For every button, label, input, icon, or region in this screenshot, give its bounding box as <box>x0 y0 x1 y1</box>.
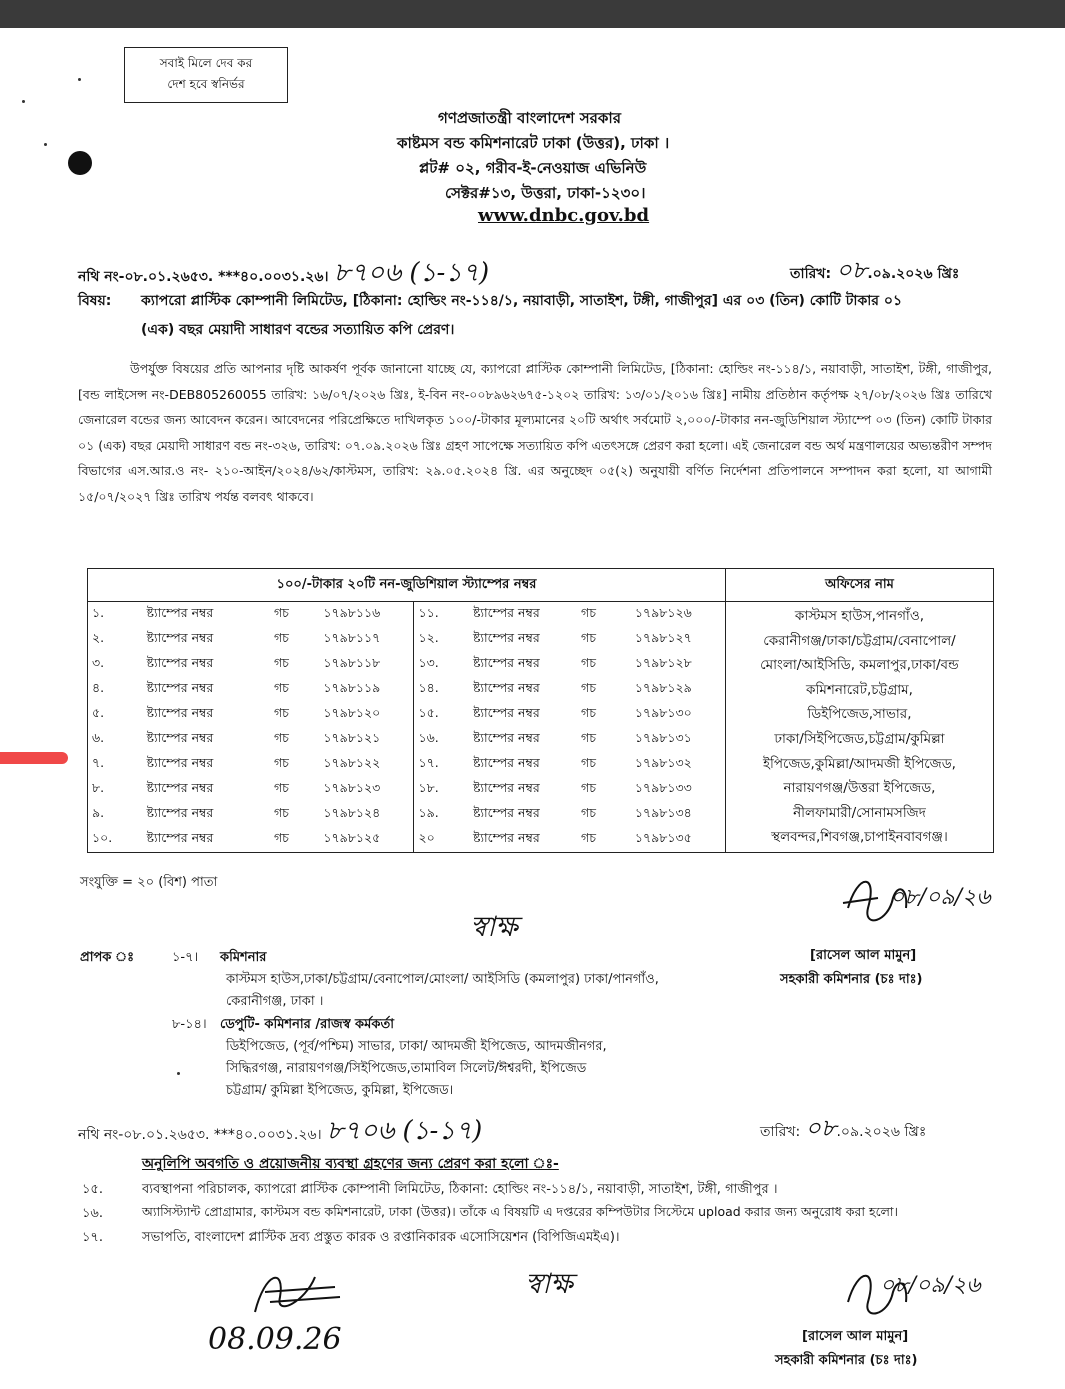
office-address-1: প্লট# ০২, গরীব-ই-নেওয়াজ এভিনিউ <box>419 159 647 177</box>
stamp-serial: ১৯. <box>418 804 439 820</box>
stamp-code: গচ <box>273 679 289 695</box>
stamp-number: ১৭৯৮১৩৩ <box>634 779 692 795</box>
stamp-label: ষ্ট্যাম্পের নম্বর <box>472 729 540 745</box>
signer-1-name: [রাসেল আল মামুন] <box>810 948 917 963</box>
stamp-code: গচ <box>581 779 596 795</box>
stamp-label: ষ্ট্যাম্পের নম্বর <box>146 654 214 670</box>
stamp-label: ষ্ট্যাম্পের নম্বর <box>146 679 214 695</box>
stamp-serial: ২. <box>88 627 143 652</box>
stamp-number: ১৭৯৮১৩১ <box>634 729 692 745</box>
stamp-serial: ১৪. <box>418 679 439 695</box>
subject-line-2: (এক) বছর মেয়াদী সাধারণ বন্ডের সত্যায়িত কপি প্রেরণ। <box>141 322 455 338</box>
stamp-code: গচ <box>581 729 596 745</box>
recipients-group2-line3: চট্টগ্রাম/ কুমিল্লা ইপিজেড, কুমিল্লা, ইপিজেড। <box>226 1083 454 1098</box>
top-status-bar <box>0 0 1065 28</box>
recipients-group2-line2: সিদ্ধিরগঞ্জ, নারায়ণগঞ্জ/সিইপিজেড,তামাবিল সিলেট/ঈশ্বরদী, ইপিজেড <box>226 1061 587 1076</box>
copy-17-text: সভাপতি, বাংলাদেশ প্লাস্টিক দ্রব্য প্রস্তুত কারক ও রপ্তানিকারক এসোসিয়েশন (বিপিজিএমইএ)। <box>142 1230 620 1245</box>
stamp-serial: ৩. <box>88 652 143 677</box>
stamp-number: ১৭৯৮১২৭ <box>634 629 692 645</box>
stamp-number: ১৭৯৮১২২ <box>319 752 414 777</box>
stamp-serial: ৫. <box>88 702 143 727</box>
stamp-number: ১৭৯৮১২৩ <box>319 777 414 802</box>
stamp-label: ষ্ট্যাম্পের নম্বর <box>472 704 540 720</box>
stamp-code: গচ <box>581 704 596 720</box>
copy-15-number: ১৫. <box>82 1182 104 1197</box>
recipients-group2-line1: ডিইপিজেড, (পূর্ব/পশ্চিম) সাভার, ঢাকা/ আদমজী ইপিজেড, আদমজীনগর, <box>226 1039 607 1054</box>
stamp-label: ষ্ট্যাম্পের নম্বর <box>472 679 540 695</box>
stamp-serial: ২০ <box>414 827 469 853</box>
signer-2-name: [রাসেল আল মামুন] <box>802 1329 909 1344</box>
stamp-serial: ১০. <box>88 827 143 853</box>
slogan-line-2: দেশ হবে স্বনির্ভর <box>167 77 245 91</box>
stamp-label: ষ্ট্যাম্পের নম্বর <box>472 654 540 670</box>
table-row <box>88 602 994 628</box>
slogan-line-1: সবাই মিলে দেব কর <box>159 56 253 70</box>
red-edge-marker <box>0 752 68 764</box>
slogan-box <box>124 47 288 103</box>
date-rest: .০৯.২০২৬ খ্রিঃ <box>867 266 960 282</box>
stamp-code: গচ <box>273 729 289 745</box>
stamp-serial: ৬. <box>88 727 143 752</box>
office-address-2: সেক্টর#১৩, উত্তরা, ঢাকা-১২৩০। <box>445 184 646 202</box>
stamp-label: ষ্ট্যাম্পের নম্বর <box>146 729 214 745</box>
stamp-code: গচ <box>577 827 631 853</box>
stamp-code: গচ <box>273 704 289 720</box>
stamp-number: ১৭৯৮১১৯ <box>319 677 414 702</box>
stamp-serial: ১. <box>88 602 143 628</box>
stamp-number: ১৭৯৮১৩০ <box>634 704 692 720</box>
date-handwritten-2: ০৮ <box>805 1114 837 1142</box>
stamp-number: ১৭৯৮১২০ <box>319 702 414 727</box>
subject-label: বিষয়: <box>78 293 112 309</box>
stamp-label: ষ্ট্যাম্পের নম্বর <box>469 827 577 853</box>
recipients-group1-line2: কেরানীগঞ্জ, ঢাকা । <box>226 994 324 1009</box>
stamp-table <box>87 568 994 853</box>
stamp-code: গচ <box>581 804 596 820</box>
recipients-group1-line1: কাস্টমস হাউস,ঢাকা/চট্টগ্রাম/বেনাপোল/মোংলা/ আইসিডি (কমলাপুর) ঢাকা/পানগাঁও, <box>226 972 659 987</box>
stamp-number: ১৭৯৮১৩২ <box>634 754 692 770</box>
subject-line-1: ক্যাপরো প্লাস্টিক কোম্পানী লিমিটেড, [ঠিকানা: হোল্ডিং নং-১১৪/১, নয়াবাড়ী, সাতাইশ, টঙ্গী, গাজীপুর] এর ০৩ (তিন) কোটি টাকার ০১ <box>141 293 903 309</box>
stamp-label: ষ্ট্যাম্পের নম্বর <box>472 754 540 770</box>
date-label-2: তারিখ: <box>760 1124 801 1140</box>
stamp-code: গচ <box>581 654 596 670</box>
stamp-code: গচ <box>581 629 596 645</box>
office-names: কাস্টমস হাউস,পানগাঁও, কেরানীগঞ্জ/ঢাকা/চট্টগ্রাম/বেনাপোল/ মোংলা/আইসিডি, কমলাপুর,ঢাকা/বন্ড কমিশনারেট,চট্টগ্রাম, ডিইপিজেড,সাভার, ঢাকা/সিইপিজেড,চট্টগ্রাম/কুমিল্লা ইপিজেড,কুমিল্লা/আদমজী ইপিজেড, নারায়ণগঞ্জ/উত্তরা ইপিজেড, নীলফামারী/সোনামসজিদ স্থলবন্দর,শিবগঞ্জ,চাপাইনবাবগঞ্জ। <box>725 602 993 853</box>
stamp-serial: ১১. <box>418 604 439 620</box>
stamp-number: ১৭৯৮১২৪ <box>319 802 414 827</box>
stamp-code: গচ <box>273 754 289 770</box>
copy-15-text: ব্যবস্থাপনা পরিচালক, ক্যাপরো প্লাস্টিক কোম্পানী লিমিটেড, ঠিকানা: হোল্ডিং নং-১১৪/১, নয়াবাড়ী, সাতাইশ, টঙ্গী, গাজীপুর । <box>142 1182 778 1197</box>
stamp-table-header: ১০০/-টাকার ২০টি নন-জুডিশিয়াল স্ট্যাম্পের নম্বর <box>88 569 726 602</box>
memo-ref-label-2: নথি নং-০৮.০১.২৬৫৩. ***৪০.০০৩১.২৬। <box>78 1127 322 1143</box>
stamp-code: গচ <box>581 754 596 770</box>
stamp-label: ষ্ট্যাম্পের নম্বর <box>146 754 214 770</box>
stamp-code: গচ <box>273 629 289 645</box>
recipients-group1-title: কমিশনার <box>220 950 267 965</box>
stamp-code: গচ <box>581 604 596 620</box>
stamp-number: ১৭৯৮১১৭ <box>319 627 414 652</box>
stamp-label: ষ্ট্যাম্পের নম্বর <box>472 629 540 645</box>
stamp-label: ষ্ট্যাম্পের নম্বর <box>472 804 540 820</box>
copy-16-number: ১৬. <box>82 1206 104 1221</box>
memo-ref-handwritten: ৮৭০৬ (১-১৭) <box>333 258 490 288</box>
memo-ref-handwritten-2: ৮৭০৬ (১-১৭) <box>326 1116 483 1146</box>
stamp-serial: ১৩. <box>418 654 439 670</box>
stamp-serial: ১৭. <box>418 754 439 770</box>
recipients-label: প্রাপক ঃ <box>80 950 135 965</box>
stamp-number: ১৭৯৮১১৮ <box>319 652 414 677</box>
hole-punch-dot <box>68 151 92 175</box>
office-name: কাষ্টমস বন্ড কমিশনারেট ঢাকা (উত্তর), ঢাকা । <box>397 134 670 152</box>
stamp-label: ষ্ট্যাম্পের নম্বর <box>146 704 214 720</box>
stamp-code: গচ <box>273 804 289 820</box>
office-header: অফিসের নাম <box>725 569 993 602</box>
stamp-label: ষ্ট্যাম্পের নম্বর <box>146 779 214 795</box>
date-handwritten: ০৮ <box>836 256 868 284</box>
stamp-serial: ১৫. <box>418 704 439 720</box>
signer-2-designation: সহকারী কমিশনার (চঃ দাঃ) <box>775 1353 918 1368</box>
bottom-left-date: 08.09.26 <box>208 1322 342 1357</box>
recipients-group1-range: ১-৭। <box>172 950 199 965</box>
stamp-number: ১৭৯৮১২৮ <box>634 654 692 670</box>
signature-2-date: ০৮/০৯/২৬ <box>880 1273 981 1298</box>
memo-ref-label: নথি নং-০৮.০১.২৬৫৩. ***৪০.০০৩১.২৬। <box>78 269 329 285</box>
stamp-label: ষ্ট্যাম্পের নম্বর <box>142 827 269 853</box>
initials-scribble <box>245 1262 355 1322</box>
stamp-code: গচ <box>270 827 319 853</box>
date-rest-2: .০৯.২০২৬ খ্রিঃ <box>836 1124 927 1140</box>
stamp-label: ষ্ট্যাম্পের নম্বর <box>146 629 214 645</box>
speck <box>44 143 47 146</box>
stamp-number: ১৭৯৮১১৬ <box>319 602 414 628</box>
memo-reference-repeat <box>78 1110 482 1154</box>
recipients-group2-title: ডেপুটি- কমিশনার /রাজস্ব কর্মকর্তা <box>220 1017 394 1032</box>
speck <box>78 78 81 81</box>
stamp-number: ১৭৯৮১৩৪ <box>634 804 692 820</box>
attachment-note: সংযুক্তি = ২০ (বিশ) পাতা <box>80 875 218 890</box>
govt-name: গণপ্রজাতন্ত্রী বাংলাদেশ সরকার <box>438 109 621 127</box>
stamp-label: ষ্ট্যাম্পের নম্বর <box>472 604 540 620</box>
stamp-serial: ১৬. <box>418 729 439 745</box>
stamp-serial: ৭. <box>88 752 143 777</box>
memo-date-repeat <box>760 1110 926 1150</box>
scribble-mark-2: স্বাক্ষ <box>525 1267 573 1300</box>
stamp-number: ১৭৯৮১২১ <box>319 727 414 752</box>
copy-17-number: ১৭. <box>82 1230 104 1245</box>
stamp-number: ১৭৯৮১২৯ <box>634 679 692 695</box>
date-label: তারিখ: <box>790 266 832 282</box>
recipients-group2-range: ৮-১৪। <box>172 1017 207 1032</box>
stamp-label: ষ্ট্যাম্পের নম্বর <box>146 804 214 820</box>
stamp-number: ১৭৯৮১২৫ <box>319 827 414 853</box>
stamp-label: ষ্ট্যাম্পের নম্বর <box>472 779 540 795</box>
stamp-code: গচ <box>273 654 289 670</box>
body-paragraph: উপর্যুক্ত বিষয়ের প্রতি আপনার দৃষ্টি আকর্ষণ পূর্বক জানানো যাচ্ছে যে, ক্যাপরো প্লাস্টিক কোম্পানী লিমিটেড, [ঠিকানা: হোল্ডিং নং-১১৪/১, নয়াবাড়ী, সাতাইশ, টঙ্গী, গাজীপুর, [বন্ড লাইসেন্স নং-DEB805260055 তারিখ: ১৬/০৭/২০২৬ খ্রিঃ, ই-বিন নং-০০৮৯৬২৬৭৫-১২০২ তারিখ: ১৩/০১/২০১৬ খ্রিঃ] নামীয় প্রতিষ্ঠান কর্তৃপক্ষ ২৭/০৮/২০২৬ খ্রিঃ তারিখে জেনারেল বন্ডের জন্য আবেদন করেন। আবেদনের পরিপ্রেক্ষিতে দাখিলকৃত ১০০/-টাকার মূল্যমানের ২০টি অর্থাৎ সর্বমোট ২,০০০/-টাকার নন-জুডিশিয়াল স্ট্যাম্পে ০৩ (তিন) কোটি টাকার ০১ (এক) বছর মেয়াদী সাধারণ বন্ড নং-৩২৬, তারিখ: ০৭.০৯.২০২৬ খ্রিঃ গ্রহণ সাপেক্ষে সত্যায়িত কপি এতৎসঙ্গে প্রেরণ করা হলো। এই জেনারেল বন্ড অর্থ মন্ত্রণালয়ের অভ্যন্তরীণ সম্পদ বিভাগের এস.আর.ও নং- ২১০-আইন/২০২৪/৬২/কাস্টমস, তারিখ: ২৯.০৫.২০২৪ খ্রি. এর অনুচ্ছেদ ০৫(২) অনুযায়ী বর্ণিত নির্দেশনা প্রতিপালনে সম্পাদন করা হলো, যা আগামী ১৫/০৭/২০২৭ খ্রিঃ তারিখ পর্যন্ত বলবৎ থাকবে। <box>78 361 992 504</box>
stamp-serial: ৮. <box>88 777 143 802</box>
speck <box>22 100 25 103</box>
stamp-serial: ৯. <box>88 802 143 827</box>
memo-date <box>790 252 959 292</box>
stamp-number: ১৭৯৮১৩৫ <box>631 827 726 853</box>
copy-16-text: অ্যাসিস্ট্যান্ট প্রোগ্রামার, কাস্টমস বন্ড কমিশনারেট, ঢাকা (উত্তর)। তাঁকে এ বিষয়টি এ দপ্তরের কম্পিউটার সিস্টেমে upload করার জন্য অনুরোধ করা হলো। <box>142 1204 899 1219</box>
scribble-mark: স্বাক্ষ <box>470 910 518 943</box>
stamp-code: গচ <box>581 679 596 695</box>
stamp-serial: ১২. <box>418 629 439 645</box>
stamp-code: গচ <box>273 779 289 795</box>
stamp-serial: ১৮. <box>418 779 439 795</box>
stamp-number: ১৭৯৮১২৬ <box>634 604 692 620</box>
stamp-label: ষ্ট্যাম্পের নম্বর <box>146 604 214 620</box>
copy-heading: অনুলিপি অবগতি ও প্রয়োজনীয় ব্যবস্থা গ্রহণের জন্য প্রেরণ করা হলো ঃ- <box>142 1156 559 1172</box>
signer-1-designation: সহকারী কমিশনার (চঃ দাঃ) <box>780 972 923 987</box>
website-link[interactable]: www.dnbc.gov.bd <box>478 205 650 226</box>
speck <box>177 1072 180 1075</box>
stamp-serial: ৪. <box>88 677 143 702</box>
signature-1-date: ০৮/০৯/২৬ <box>890 885 991 910</box>
stamp-code: গচ <box>273 604 289 620</box>
